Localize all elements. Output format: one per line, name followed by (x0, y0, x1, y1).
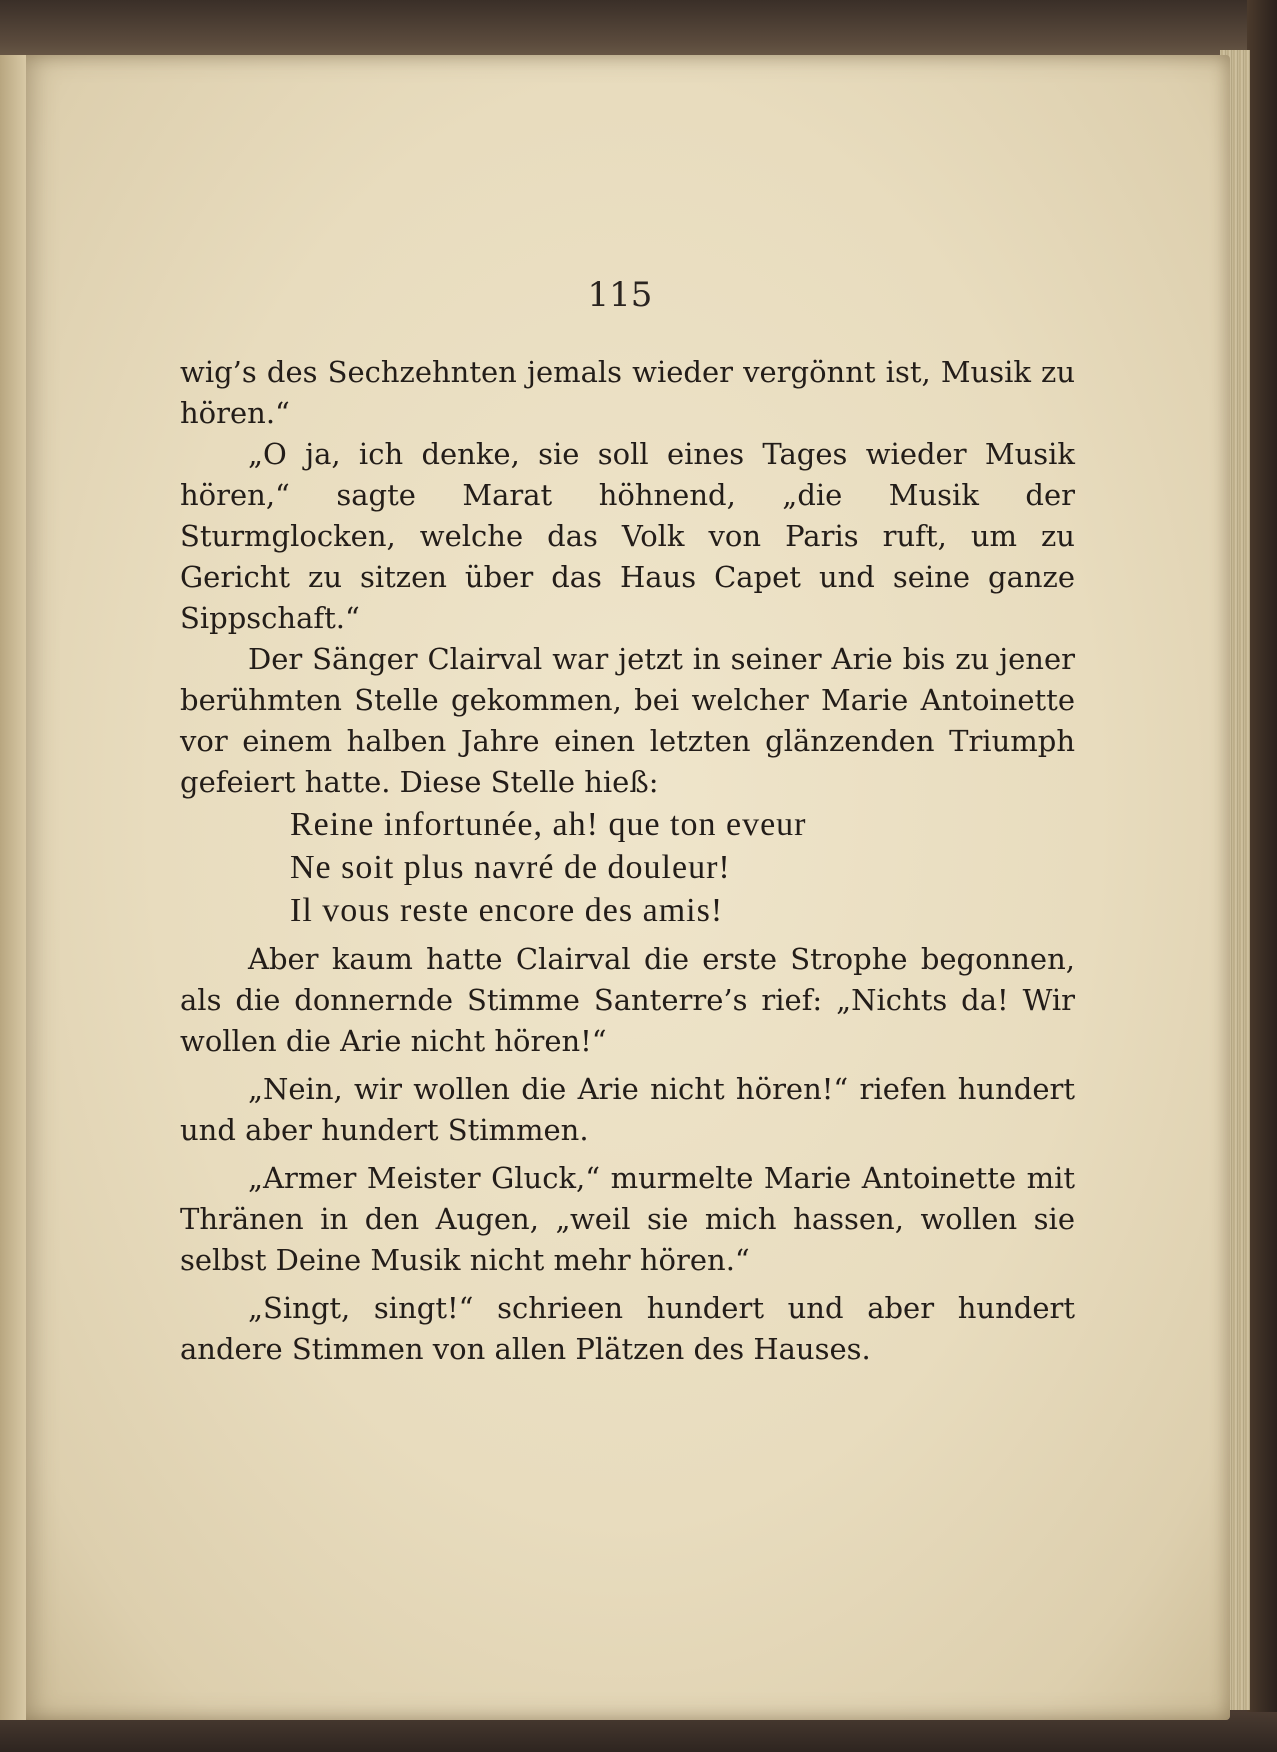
verse-line: Ne soit plus navré de douleur! (290, 849, 731, 886)
paragraph-continuation: wig’s des Sechzehnten jemals wieder vergönnt ist, Musik zu hören.“ (180, 355, 1075, 430)
paragraph-marat: „O ja, ich denke, sie soll eines Tages wieder Musik hören,“ sagte Marat höhnend, „die Musik der Sturmglocken, welche das Volk von Paris ruft, um zu Gericht zu sitzen über das Haus Capet und seine ganze Sippschaft.“ (180, 437, 1075, 635)
page-text (180, 352, 1075, 1370)
paragraph-santerre: Aber kaum hatte Clairval die erste Strophe begonnen, als die donnernde Stimme Santerre’s rief: „Nichts da! Wir wollen die Arie nicht hören!“ (180, 942, 1075, 1058)
paragraph-clairval: Der Sänger Clairval war jetzt in seiner Arie bis zu jener berühmten Stelle gekommen, bei welcher Marie Antoinette vor einem halben Jahre einen letzten glänzenden Triumph gefeiert hatte. Diese Stelle hieß: (180, 642, 1075, 799)
page-number: 115 (587, 275, 653, 315)
verse-line: Il vous reste encore des amis! (290, 892, 724, 929)
verse-quote (290, 803, 1075, 932)
book-page (20, 55, 1230, 1720)
paragraph-crowd: „Nein, wir wollen die Arie nicht hören!“ riefen hundert und aber hundert Stimmen. (180, 1072, 1075, 1147)
verse-line: Reine infortunée, ah! que ton eveur (290, 806, 807, 843)
book-cover-right (1247, 0, 1277, 1752)
book-spine-shadow (0, 55, 26, 1720)
book-cover-top (0, 0, 1277, 60)
paragraph-singt: „Singt, singt!“ schrieen hundert und aber hundert andere Stimmen von allen Plätzen des Hauses. (180, 1291, 1075, 1366)
paragraph-antoinette: „Armer Meister Gluck,“ murmelte Marie Antoinette mit Thränen in den Augen, „weil sie mich hassen, wollen sie selbst Deine Musik nicht mehr hören.“ (180, 1161, 1075, 1277)
